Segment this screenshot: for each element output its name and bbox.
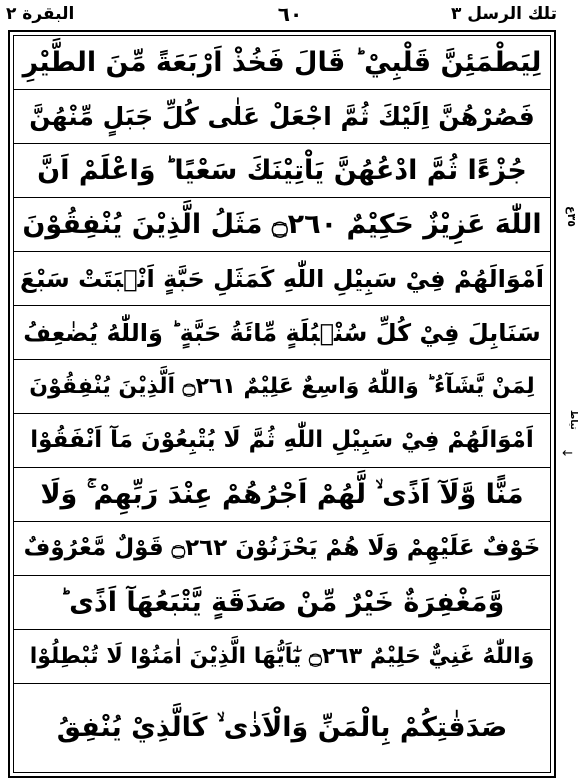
line-text: وَّمَغْفِرَةٌ خَيْرٌ مِّنْ صَدَقَةٍ يَّتْبَعُهَآ اَذًى ؕ [59, 587, 505, 618]
text-line-5 [14, 252, 550, 306]
text-line-6 [14, 306, 550, 360]
line-text: جُزْءًا ثُمَّ ادْعُهُنَّ يَاْتِيْنَكَ سَعْيًا ؕ وَاعْلَمْ اَنَّ [37, 155, 527, 186]
line-text: اَمْوَالَهُمْ فِيْ سَبِيْلِ اللّٰهِ ثُمَّ لَا يُتْبِعُوْنَ مَآ اَنْفَقُوْا [30, 427, 534, 453]
ruku-marker: ٣٥ع [565, 206, 578, 227]
page-header [0, 0, 579, 30]
juz-name: تلك الرسل ٣ [450, 4, 557, 24]
text-line-13 [14, 684, 550, 770]
text-line-11 [14, 576, 550, 630]
line-text: صَدَقٰتِكُمْ بِالْمَنِّ وَالْاَذٰى ۙ كَالَّذِيْ يُنْفِقُ [56, 711, 508, 743]
text-line-10 [14, 522, 550, 576]
line-text: وَاللّٰهُ غَنِيٌّ حَلِيْمٌ ۝٢٦٣ يٰٓاَيُّهَا الَّذِيْنَ اٰمَنُوْا لَا تُبْطِلُوْا [29, 643, 535, 669]
line-text: خَوْفٌ عَلَيْهِمْ وَلَا هُمْ يَحْزَنُوْنَ ۝٢٦٢ قَوْلٌ مَّعْرُوْفٌ [23, 535, 541, 561]
line-text: لِمَنْ يَّشَآءُ ؕ وَاللّٰهُ وَاسِعٌ عَلِيْمٌ ۝٢٦١ اَلَّذِيْنَ يُنْفِقُوْنَ [29, 373, 535, 399]
text-line-4 [14, 198, 550, 252]
page-number: ٦٠ [277, 2, 303, 26]
line-text: اَمْوَالَهُمْ فِيْ سَبِيْلِ اللّٰهِ كَمَثَلِ حَبَّةٍ اَنْۢبَتَتْ سَبْعَ [19, 264, 545, 293]
page-frame [8, 30, 556, 778]
text-line-2 [14, 90, 550, 144]
line-text: لِيَطْمَئِنَّ قَلْبِيْ ؕ قَالَ فَخُذْ اَرْبَعَةً مِّنَ الطَّيْرِ [22, 47, 542, 78]
text-line-9 [14, 468, 550, 522]
surah-name: البقرة ٢ [6, 4, 75, 24]
text-line-1 [14, 36, 550, 90]
line-text: سَنَابِلَ فِيْ كُلِّ سُنْۢبُلَةٍ مِّائَةُ حَبَّةٍ ؕ وَاللّٰهُ يُضٰعِفُ [23, 318, 541, 347]
text-line-8 [14, 414, 550, 468]
text-area [13, 35, 551, 773]
section-note: تیاط [568, 410, 578, 430]
line-text: اللّٰهَ عَزِيْزٌ حَكِيْمٌ ۝٢٦٠ مَثَلُ الَّذِيْنَ يُنْفِقُوْنَ [22, 209, 542, 240]
line-text: فَصُرْهُنَّ اِلَيْكَ ثُمَّ اجْعَلْ عَلٰى كُلِّ جَبَلٍ مِّنْهُنَّ [29, 102, 535, 131]
arrow-left-icon: ← [562, 446, 573, 461]
line-text: مَنًّا وَّلَآ اَذًى ۙ لَّهُمْ اَجْرُهُمْ عِنْدَ رَبِّهِمْ ۚ وَلَا [40, 479, 524, 510]
text-line-12 [14, 630, 550, 684]
text-line-3 [14, 144, 550, 198]
text-line-7 [14, 360, 550, 414]
